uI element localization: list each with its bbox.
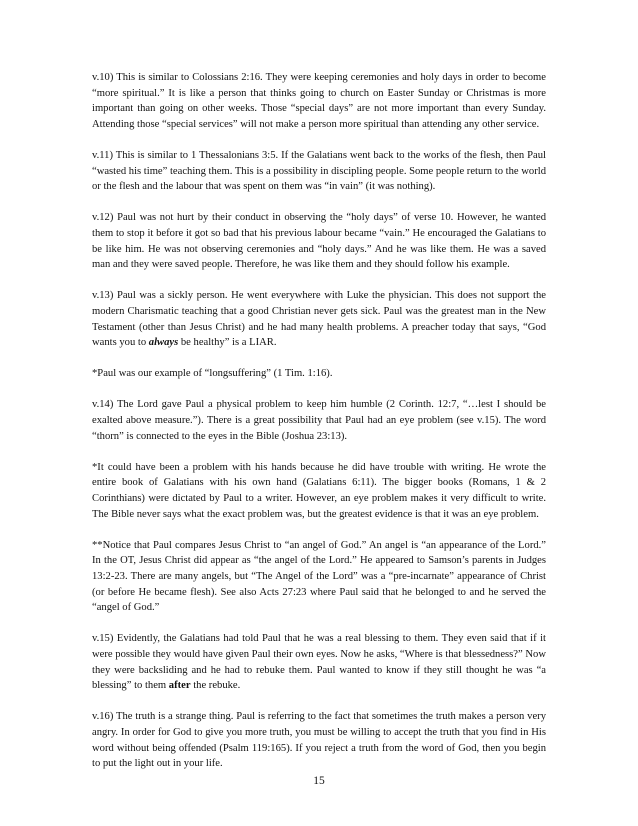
document-body <box>92 70 546 772</box>
paragraph <box>92 538 546 616</box>
bold-text: after <box>168 680 191 692</box>
paragraph-text: the rebuke. <box>190 680 241 692</box>
paragraph <box>92 288 546 350</box>
paragraph-text: *It could have been a problem with his hands because he did have trouble with writing. He wrote the entire book of Galatians with his own hand (Galatians 6:11). The bigger books (Romans, 1 & 2 Corinthians) were dictated by Paul to a writer. However, an eye problem makes it very difficult to write. The Bible never says what the exact problem was, but the greatest evidence is that it was an eye problem. <box>92 461 546 520</box>
paragraph <box>92 210 546 272</box>
paragraph-text: *Paul was our example of “longsuffering” (1 Tim. 1:16). <box>92 368 333 380</box>
paragraph <box>92 631 546 693</box>
paragraph-text: v.11) This is similar to 1 Thessalonians 3:5. If the Galatians went back to the works of the flesh, then Paul “wasted his time” teaching them. This is a possibility in discipling people. Some people return to the world or the flesh and the labour that was spent on them was “in vain” (it was nothing). <box>92 149 546 193</box>
paragraph-text: v.10) This is similar to Colossians 2:16. They were keeping ceremonies and holy days in order to become “more spiritual.” It is like a person that thinks going to church on Easter Sunday or Christmas is more important than going on other weeks. Those “special days” are not more important than every Sunday. Attending those “special services” will not make a person more spiritual than attending any other service. <box>92 72 546 130</box>
emphasis-text: always <box>148 337 179 349</box>
paragraph <box>92 460 546 522</box>
paragraph-text: be healthy” is a LIAR. <box>178 337 277 349</box>
paragraph-text: v.16) The truth is a strange thing. Paul is referring to the fact that sometimes the truth makes a person very angry. In order for God to give you more truth, you must be willing to accept the truth that you find in His word without being offended (Psalm 119:165). If you reject a truth from the word of God, then you begin to put the light out in your life. <box>92 711 546 770</box>
paragraph-text: v.12) Paul was not hurt by their conduct in observing the “holy days” of verse 10. However, he wanted them to stop it before it got so bad that his previous labour became “vain.” He encouraged the Galatians to be like him. He was not observing ceremonies and “holy days.” And he was like them. He was a saved man and they were saved people. Therefore, he was like them and they should follow his example. <box>92 212 546 271</box>
page-number: 15 <box>313 775 325 787</box>
paragraph-text: v.15) Evidently, the Galatians had told Paul that he was a real blessing to them. They even said that if it were possible they would have given Paul their own eyes. Now he asks, “Where is that blessedness?” Now they were backsliding and he had to rebuke them. Paul wanted to know if they still thought he was “a blessing” to them <box>92 633 546 692</box>
paragraph <box>92 366 546 382</box>
paragraph-text: v.14) The Lord gave Paul a physical problem to keep him humble (2 Corinth. 12:7, “…lest I should be exalted above measure.”). There is a great possibility that Paul had an eye problem (see v.15). The word “thorn” is connected to the eyes in the Bible (Joshua 23:13). <box>92 399 546 442</box>
paragraph <box>92 709 546 771</box>
paragraph-text: **Notice that Paul compares Jesus Christ to “an angel of God.” An angel is “an appearance of the Lord.” In the OT, Jesus Christ did appear as “the angel of the Lord.” He appeared to Samson’s parents in Judges 13:2-23. There are many angels, but “The Angel of the Lord” was a “pre-incarnate” appearance of Christ (or before He became flesh). See also Acts 27:23 where Paul said that he belonged to and he served the “angel of God.” <box>92 539 546 614</box>
paragraph-text: v.13) Paul was a sickly person. He went everywhere with Luke the physician. This does not support the modern Charismatic teaching that a good Christian never gets sick. Paul was the greatest man in the New Testament (other than Jesus Christ) and he had many health problems. A preacher today that says, “God wants you to <box>92 290 546 349</box>
paragraph <box>92 148 546 195</box>
paragraph <box>92 70 546 132</box>
paragraph <box>92 397 546 444</box>
